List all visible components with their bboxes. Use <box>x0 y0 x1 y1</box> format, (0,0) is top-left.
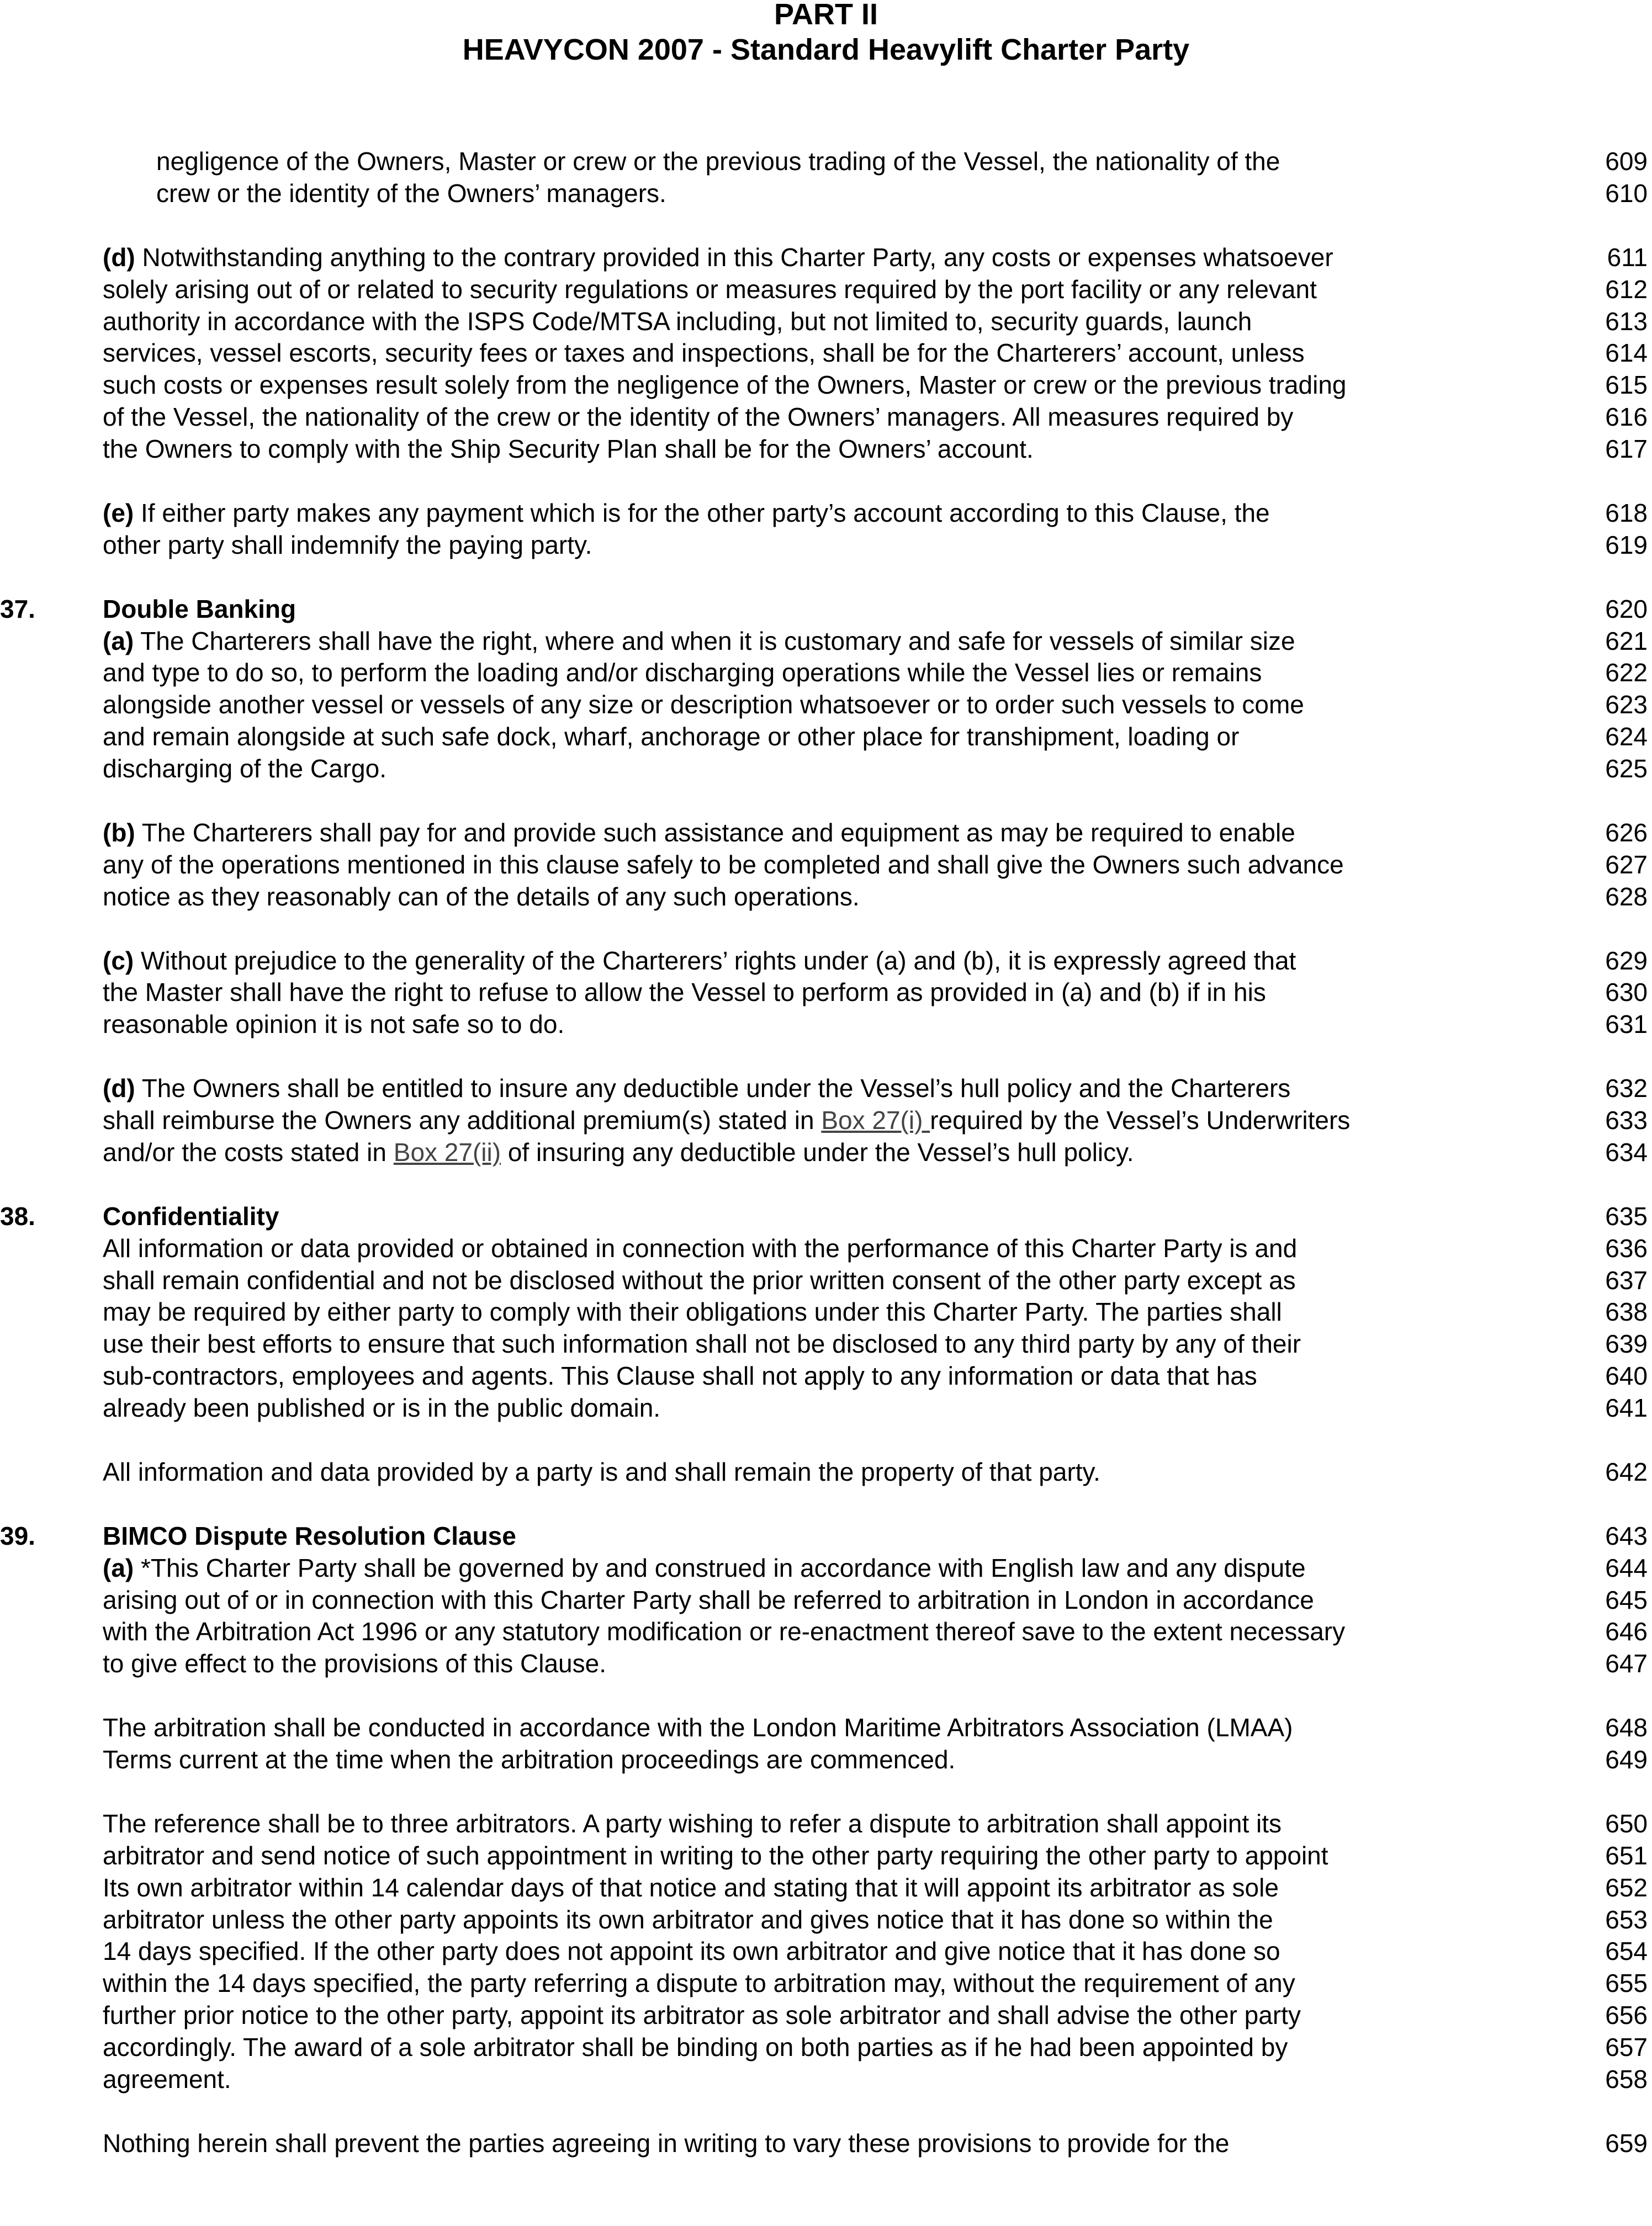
line-body: Nothing herein shall prevent the parties agreeing in writing to vary these provisions to provide for the <box>103 2128 1230 2158</box>
document-line <box>0 1967 1652 1999</box>
line-number: 654 <box>1605 1937 1648 1966</box>
subclause-label: (b) <box>103 818 135 847</box>
line-number: 634 <box>1605 1137 1648 1167</box>
line-body: such costs or expenses result solely from the negligence of the Owners, Master or crew or the previous trading <box>103 370 1347 400</box>
line-text <box>103 881 860 913</box>
document-line <box>0 1456 1652 1488</box>
line-number: 655 <box>1605 1969 1648 1998</box>
line-text <box>103 1552 1306 1584</box>
document-line <box>0 752 1652 785</box>
line-number: 611 <box>1607 242 1648 272</box>
line-number: 641 <box>1605 1393 1648 1423</box>
line-number: 651 <box>1605 1841 1648 1870</box>
line-text <box>103 1743 955 1776</box>
line-number: 657 <box>1605 2033 1648 2062</box>
line-number: 637 <box>1605 1265 1648 1295</box>
box-reference-link[interactable]: Box 27(ii) <box>393 1137 501 1167</box>
line-body: use their best efforts to ensure that such information shall not be disclosed to any third party by any of their <box>103 1329 1301 1359</box>
line-number: 642 <box>1605 1457 1648 1486</box>
line-number: 615 <box>1605 370 1648 400</box>
line-text <box>103 1104 1350 1136</box>
line-text <box>103 1615 1345 1647</box>
line-body: the Master shall have the right to refuse to allow the Vessel to perform as provided in (a) and (b) if in his <box>103 978 1266 1007</box>
line-number: 610 <box>1605 178 1648 208</box>
line-body: arbitrator unless the other party appoints its own arbitrator and gives notice that it has done so within the <box>103 1905 1273 1934</box>
document-title: HEAVYCON 2007 - Standard Heavylift Charter Party <box>462 33 1190 66</box>
line-text <box>103 1456 1100 1488</box>
line-number: 652 <box>1605 1873 1648 1902</box>
line-number: 629 <box>1605 946 1648 975</box>
line-number: 633 <box>1605 1106 1648 1135</box>
line-text <box>103 976 1266 1008</box>
line-text <box>103 1328 1301 1360</box>
line-text <box>103 1072 1290 1104</box>
subclause-label: (a) <box>103 1553 134 1582</box>
line-number: 640 <box>1605 1361 1648 1391</box>
document-line <box>0 688 1652 720</box>
line-number: 648 <box>1605 1713 1648 1742</box>
line-number: 621 <box>1605 626 1648 655</box>
line-text <box>103 1967 1295 1999</box>
line-text <box>103 817 1295 849</box>
line-number: 626 <box>1605 818 1648 847</box>
line-number: 653 <box>1605 1905 1648 1934</box>
line-number: 638 <box>1605 1297 1648 1327</box>
line-body: reasonable opinion it is not safe so to do. <box>103 1010 565 1039</box>
line-body: *This Charter Party shall be governed by and construed in accordance with English law and any dispute <box>134 1553 1306 1582</box>
line-text <box>103 2031 1288 2063</box>
document-line <box>0 433 1652 465</box>
line-body: with the Arbitration Act 1996 or any statutory modification or re-enactment thereof save to the extent necessary <box>103 1617 1346 1646</box>
line-number: 650 <box>1605 1809 1648 1838</box>
line-text <box>103 945 1296 977</box>
line-number: 639 <box>1605 1329 1648 1359</box>
line-body: further prior notice to the other party, appoint its arbitrator as sole arbitrator and shall advise the other party <box>103 2001 1301 2030</box>
line-body: All information or data provided or obtained in connection with the performance of this Charter Party is and <box>103 1233 1298 1263</box>
line-body: and type to do so, to perform the loading and/or discharging operations while the Vessel lies or remains <box>103 658 1262 687</box>
document-line <box>0 1520 1652 1552</box>
document-line <box>0 1647 1652 1679</box>
line-text <box>103 1360 1257 1392</box>
clause-heading: Double Banking <box>103 594 296 623</box>
line-number: 616 <box>1605 402 1648 432</box>
line-body: and/or the costs stated in <box>103 1137 394 1167</box>
document-line <box>0 1711 1652 1743</box>
line-text <box>103 1520 516 1552</box>
document-line <box>0 1872 1652 1904</box>
line-body: notice as they reasonably can of the details of any such operations. <box>103 882 860 911</box>
document-line <box>0 1360 1652 1392</box>
document-line <box>0 1999 1652 2031</box>
line-body: discharging of the Cargo. <box>103 754 386 783</box>
line-number: 636 <box>1605 1233 1648 1263</box>
document-line <box>0 656 1652 688</box>
line-body: All information and data provided by a party is and shall remain the property of that party. <box>103 1457 1100 1486</box>
line-body: Its own arbitrator within 14 calendar days of that notice and stating that it will appoint its arbitrator as sole <box>103 1873 1279 1902</box>
line-number: 632 <box>1605 1074 1648 1103</box>
line-text <box>103 1392 660 1424</box>
document-line <box>0 1840 1652 1872</box>
line-number: 635 <box>1605 1201 1648 1231</box>
line-body: the Owners to comply with the Ship Security Plan shall be for the Owners’ account. <box>103 434 1034 464</box>
document-line <box>0 1935 1652 1967</box>
subclause-label: (a) <box>103 626 134 655</box>
line-number: 622 <box>1605 658 1648 687</box>
line-text <box>103 656 1262 688</box>
line-number: 627 <box>1605 850 1648 879</box>
line-number: 625 <box>1605 754 1648 783</box>
document-line <box>0 817 1652 849</box>
document-line <box>0 1392 1652 1424</box>
line-body: arbitrator and send notice of such appointment in writing to the other party requiring the other party to appoint <box>103 1841 1328 1870</box>
line-text <box>103 1808 1282 1840</box>
line-body: sub-contractors, employees and agents. This Clause shall not apply to any information or data that has <box>103 1361 1257 1391</box>
document-line <box>0 849 1652 881</box>
line-text <box>103 1200 279 1232</box>
document-line <box>0 1296 1652 1328</box>
line-body: alongside another vessel or vessels of any size or description whatsoever or to order such vessels to come <box>103 690 1304 719</box>
line-body: Without prejudice to the generality of the Charterers’ rights under (a) and (b), it is expressly agreed that <box>134 946 1296 975</box>
line-number: 612 <box>1605 274 1648 304</box>
line-body: accordingly. The award of a sole arbitrator shall be binding on both parties as if he had been appointed by <box>103 2033 1288 2062</box>
line-text <box>103 625 1295 657</box>
document-line <box>0 1104 1652 1136</box>
line-number: 613 <box>1605 306 1648 336</box>
line-text <box>103 273 1317 305</box>
line-text <box>156 177 666 209</box>
line-number: 617 <box>1605 434 1648 464</box>
line-body-continued: required by the Vessel’s Underwriters <box>930 1106 1351 1135</box>
line-text <box>103 688 1304 720</box>
line-text <box>103 1840 1328 1872</box>
line-body: and remain alongside at such safe dock, wharf, anchorage or other place for transhipment, loading or <box>103 722 1240 751</box>
line-text <box>103 433 1034 465</box>
document-line <box>0 1136 1652 1168</box>
line-text <box>156 145 1280 177</box>
line-body: 14 days specified. If the other party does not appoint its own arbitrator and give notice that it has done so <box>103 1937 1280 1966</box>
line-text <box>103 337 1305 369</box>
document-line <box>0 945 1652 977</box>
document-line <box>0 1615 1652 1647</box>
line-text <box>103 2063 231 2095</box>
line-body: The reference shall be to three arbitrators. A party wishing to refer a dispute to arbitration shall appoint its <box>103 1809 1282 1838</box>
line-body: any of the operations mentioned in this clause safely to be completed and shall give the Owners such advance <box>103 850 1344 879</box>
line-number: 656 <box>1605 2001 1648 2030</box>
line-number: 658 <box>1605 2065 1648 2094</box>
document-line <box>0 177 1652 209</box>
line-body: crew or the identity of the Owners’ managers. <box>156 178 666 208</box>
line-text <box>103 369 1347 401</box>
line-text <box>103 720 1239 752</box>
document-line <box>0 241 1652 273</box>
line-text <box>103 529 592 561</box>
line-number: 614 <box>1605 338 1648 368</box>
line-number: 647 <box>1605 1649 1648 1678</box>
line-number: 645 <box>1605 1585 1648 1614</box>
line-number: 620 <box>1605 594 1648 623</box>
line-text <box>103 1584 1314 1616</box>
line-number: 643 <box>1605 1521 1648 1550</box>
line-number: 649 <box>1605 1745 1648 1774</box>
line-text <box>103 1935 1280 1967</box>
line-text <box>103 752 386 785</box>
line-text <box>103 401 1293 433</box>
line-body: The arbitration shall be conducted in accordance with the London Maritime Arbitrators Association (LMAA) <box>103 1713 1293 1742</box>
part-label: PART II <box>774 0 878 31</box>
document-line <box>0 1552 1652 1584</box>
document-line <box>0 145 1652 177</box>
line-body: negligence of the Owners, Master or crew or the previous trading of the Vessel, the nationality of the <box>156 147 1280 176</box>
line-body: authority in accordance with the ISPS Code/MTSA including, but not limited to, security guards, launch <box>103 306 1252 336</box>
line-body: Notwithstanding anything to the contrary provided in this Charter Party, any costs or expenses whatsoever <box>135 242 1333 272</box>
clause-heading: BIMCO Dispute Resolution Clause <box>103 1521 516 1550</box>
line-text <box>103 305 1252 337</box>
line-text <box>103 1904 1273 1936</box>
line-number: 646 <box>1605 1617 1648 1646</box>
line-number: 618 <box>1605 498 1648 527</box>
line-body: services, vessel escorts, security fees or taxes and inspections, shall be for the Charterers’ account, unless <box>103 338 1305 368</box>
line-number: 644 <box>1605 1553 1648 1582</box>
document-line <box>0 1904 1652 1936</box>
line-body-continued: of insuring any deductible under the Vessel’s hull policy. <box>501 1137 1134 1167</box>
line-number: 628 <box>1605 882 1648 911</box>
line-number: 659 <box>1605 2128 1648 2158</box>
line-body: The Owners shall be entitled to insure any deductible under the Vessel’s hull policy and the Charterers <box>135 1074 1291 1103</box>
line-number: 631 <box>1605 1010 1648 1039</box>
document-line <box>0 2031 1652 2063</box>
line-text <box>103 593 296 625</box>
document-line <box>0 2063 1652 2095</box>
box-reference-link[interactable]: Box 27(i) <box>821 1106 930 1135</box>
line-number: 609 <box>1605 147 1648 176</box>
line-text <box>103 1872 1279 1904</box>
clause-number: 39. <box>0 1521 35 1550</box>
line-text <box>103 2127 1229 2159</box>
line-body: The Charterers shall have the right, where and when it is customary and safe for vessels of similar size <box>134 626 1295 655</box>
clause-heading: Confidentiality <box>103 1201 279 1231</box>
line-body: arising out of or in connection with this Charter Party shall be referred to arbitration in London in accordance <box>103 1585 1314 1614</box>
line-number: 630 <box>1605 978 1648 1007</box>
document-line <box>0 1328 1652 1360</box>
line-text <box>103 1711 1293 1743</box>
line-body: within the 14 days specified, the party referring a dispute to arbitration may, without the requirement of any <box>103 1969 1295 1998</box>
line-text <box>103 849 1344 881</box>
document-line <box>0 369 1652 401</box>
document-line <box>0 976 1652 1008</box>
line-body: other party shall indemnify the paying party. <box>103 530 592 559</box>
line-number: 619 <box>1605 530 1648 559</box>
document-line <box>0 1232 1652 1264</box>
line-body: to give effect to the provisions of this Clause. <box>103 1649 606 1678</box>
line-text <box>103 1647 606 1679</box>
document-line <box>0 1200 1652 1232</box>
line-body: of the Vessel, the nationality of the crew or the identity of the Owners’ managers. All measures required by <box>103 402 1294 432</box>
line-body: agreement. <box>103 2065 231 2094</box>
document-line <box>0 593 1652 625</box>
clause-number: 37. <box>0 594 35 623</box>
line-text <box>103 497 1270 529</box>
document-line <box>0 625 1652 657</box>
document-line <box>0 401 1652 433</box>
document-line <box>0 497 1652 529</box>
document-line <box>0 881 1652 913</box>
line-body: solely arising out of or related to security regulations or measures required by the port facility or any relevant <box>103 274 1317 304</box>
document-line <box>0 1808 1652 1840</box>
document-line <box>0 1743 1652 1776</box>
line-body: If either party makes any payment which is for the other party’s account according to this Clause, the <box>134 498 1270 527</box>
document-line <box>0 529 1652 561</box>
document-line <box>0 273 1652 305</box>
line-text <box>103 1264 1296 1296</box>
line-number: 624 <box>1605 722 1648 751</box>
document-line <box>0 2127 1652 2159</box>
line-body: The Charterers shall pay for and provide such assistance and equipment as may be required to enable <box>135 818 1295 847</box>
line-body: shall remain confidential and not be disclosed without the prior written consent of the other party except as <box>103 1265 1296 1295</box>
document-line <box>0 1008 1652 1040</box>
line-number: 623 <box>1605 690 1648 719</box>
document-line <box>0 1072 1652 1104</box>
document-line <box>0 1584 1652 1616</box>
line-body: already been published or is in the public domain. <box>103 1393 661 1423</box>
line-body: shall reimburse the Owners any additional premium(s) stated in <box>103 1106 822 1135</box>
document-line <box>0 720 1652 752</box>
line-text <box>103 1008 564 1040</box>
line-text <box>103 1136 1134 1168</box>
line-text <box>103 1296 1282 1328</box>
subclause-label: (c) <box>103 946 134 975</box>
document-line <box>0 1264 1652 1296</box>
line-text <box>103 241 1333 273</box>
document-line <box>0 305 1652 337</box>
line-body: may be required by either party to comply with their obligations under this Charter Party. The parties shall <box>103 1297 1282 1327</box>
document-line <box>0 337 1652 369</box>
subclause-label: (e) <box>103 498 134 527</box>
line-text <box>103 1232 1297 1264</box>
clause-number: 38. <box>0 1201 35 1231</box>
line-body: Terms current at the time when the arbitration proceedings are commenced. <box>103 1745 956 1774</box>
subclause-label: (d) <box>103 242 135 272</box>
subclause-label: (d) <box>103 1074 135 1103</box>
line-text <box>103 1999 1301 2031</box>
